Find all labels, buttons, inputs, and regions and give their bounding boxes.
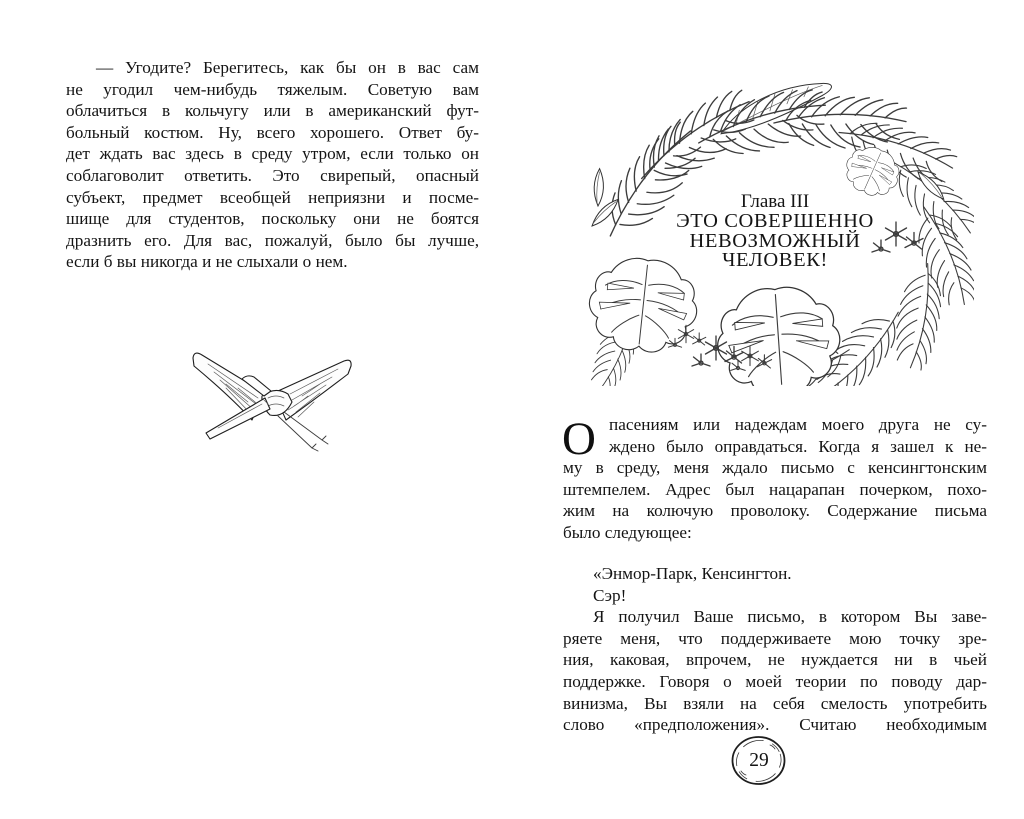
- text-line: дет ждать вас здесь в среду утром, если только он: [66, 144, 479, 164]
- text-line: шище для студентов, поскольку они не боятся: [66, 209, 479, 229]
- text-line: больный костюм. Ну, всего хорошего. Ответ бу-: [66, 122, 479, 142]
- text-line: НЕВОЗМОЖНЫЙ: [689, 229, 861, 252]
- text-line: если б вы никогда и не слыхали о нем.: [66, 252, 348, 272]
- text-line: винизма, Вы взяли на себя смелость употребить: [563, 693, 987, 713]
- text-line: штемпелем. Адрес был нацарапан почерком, похо-: [563, 479, 987, 499]
- text-line: ждено было оправдаться. Когда я зашел к не-: [609, 436, 987, 456]
- text-line: субъект, предмет всеобщей неприязни и посме-: [66, 187, 479, 207]
- text-line: соблаговолит ответить. Это свирепый, опасный: [66, 165, 479, 185]
- text-line: поддержке. Говоря о моей теории по поводу дар-: [563, 671, 987, 691]
- chapter-title: [600, 212, 950, 271]
- drop-cap: О: [562, 413, 596, 465]
- text-line: слово «предположения». Считаю необходимым: [563, 715, 987, 735]
- text-line: «Энмор-Парк, Кенсингтон.: [593, 564, 792, 583]
- text-line: дразнить его. Для вас, пожалуй, было бы лучше,: [66, 230, 479, 250]
- text-line: было следующее:: [563, 522, 692, 542]
- text-line: — Угодите? Берегитесь, как бы он в вас сам: [96, 58, 479, 77]
- text-line: жим на колючую проволоку. Содержание письма: [563, 501, 987, 521]
- letter-quotation: [563, 563, 987, 736]
- text-line: пасениям или надеждам моего друга не су-: [609, 415, 987, 434]
- text-line: Сэр!: [593, 585, 627, 605]
- text-line: ния, каковая, впрочем, не нуждается ни в чьей: [563, 650, 987, 670]
- text-line: ряете меня, что поддерживаете мою точку зре-: [563, 628, 987, 648]
- text-line: ЭТО СОВЕРШЕННО: [676, 210, 874, 232]
- text-line: му в среду, меня ждало письмо с кенсингтонским: [563, 458, 987, 478]
- text-line: не угодил чем-нибудь тяжелым. Советую вам: [66, 79, 479, 99]
- page-number: 29: [749, 750, 769, 771]
- chapter-number-label: Глава III: [740, 191, 810, 212]
- pterodactyl-illustration: [178, 336, 358, 464]
- text-line: ЧЕЛОВЕК!: [722, 249, 828, 272]
- text-line: Я получил Ваше письмо, в котором Вы заве-: [593, 607, 987, 627]
- page-number-badge: [727, 733, 791, 791]
- left-page-paragraph: [66, 57, 479, 273]
- right-page-paragraph: [563, 414, 987, 544]
- text-line: облачиться в кольчугу или в американский фут-: [66, 101, 479, 121]
- chapter-heading: [600, 191, 950, 271]
